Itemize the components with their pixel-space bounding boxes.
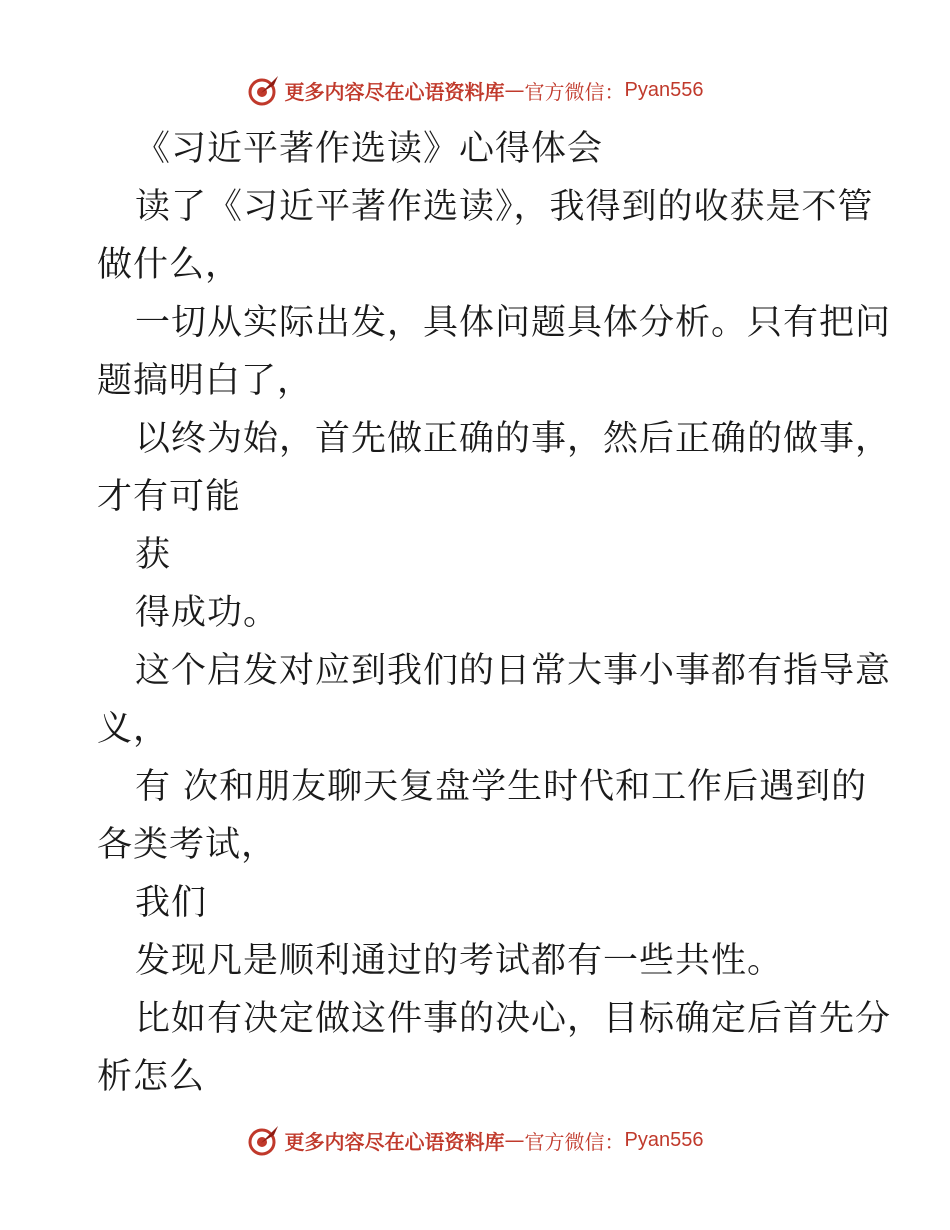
paragraph-line: 读了《习近平著作选读》，我得到的收获是不管 (135, 187, 874, 227)
paragraph-line: 做什么， (97, 245, 242, 285)
paragraph-line: 比如有决定做这件事的决心，目标确定后首先分 (135, 999, 892, 1039)
paragraph-line: 才有可能 (97, 477, 242, 517)
paragraph-line: 析怎么 (97, 1057, 206, 1097)
paragraph-line: 这个启发对应到我们的日常大事小事都有指导意 (135, 651, 892, 691)
paragraph-line: 义， (97, 709, 170, 749)
paragraph-line: 有 次和朋友聊天复盘学生时代和工作后遇到的 (135, 767, 868, 807)
paragraph-line: 我们 (135, 883, 208, 923)
paragraph-line: 题搞明白了， (97, 361, 314, 401)
header-banner (0, 70, 950, 110)
footer-brand: 更多内容尽在心语资料库 (284, 1129, 505, 1154)
document-title: 《习近平著作选读》心得体会 (135, 129, 604, 169)
footer-banner (0, 1120, 950, 1160)
footer-separator: — (504, 1128, 525, 1152)
header-brand: 更多内容尽在心语资料库 (284, 79, 505, 104)
paragraph-line: 得成功。 (135, 593, 280, 633)
document-body (97, 120, 892, 1106)
quill-logo-icon (247, 1123, 281, 1157)
paragraph-line: 获 (135, 535, 172, 575)
footer-wechat-label: 官方微信： (524, 1129, 625, 1154)
paragraph-line: 各类考试， (97, 825, 278, 865)
paragraph-line: 以终为始，首先做正确的事，然后正确的做事， (135, 419, 892, 459)
header-separator: — (504, 78, 525, 102)
paragraph-line: 发现凡是顺利通过的考试都有一些共性。 (135, 941, 784, 981)
footer-wechat-id: Pyan556 (624, 1128, 704, 1151)
paragraph-line: 一切从实际出发，具体问题具体分析。只有把问 (135, 303, 892, 343)
header-wechat-id: Pyan556 (624, 78, 704, 101)
header-wechat-label: 官方微信： (524, 79, 625, 104)
quill-logo-icon (247, 73, 281, 107)
